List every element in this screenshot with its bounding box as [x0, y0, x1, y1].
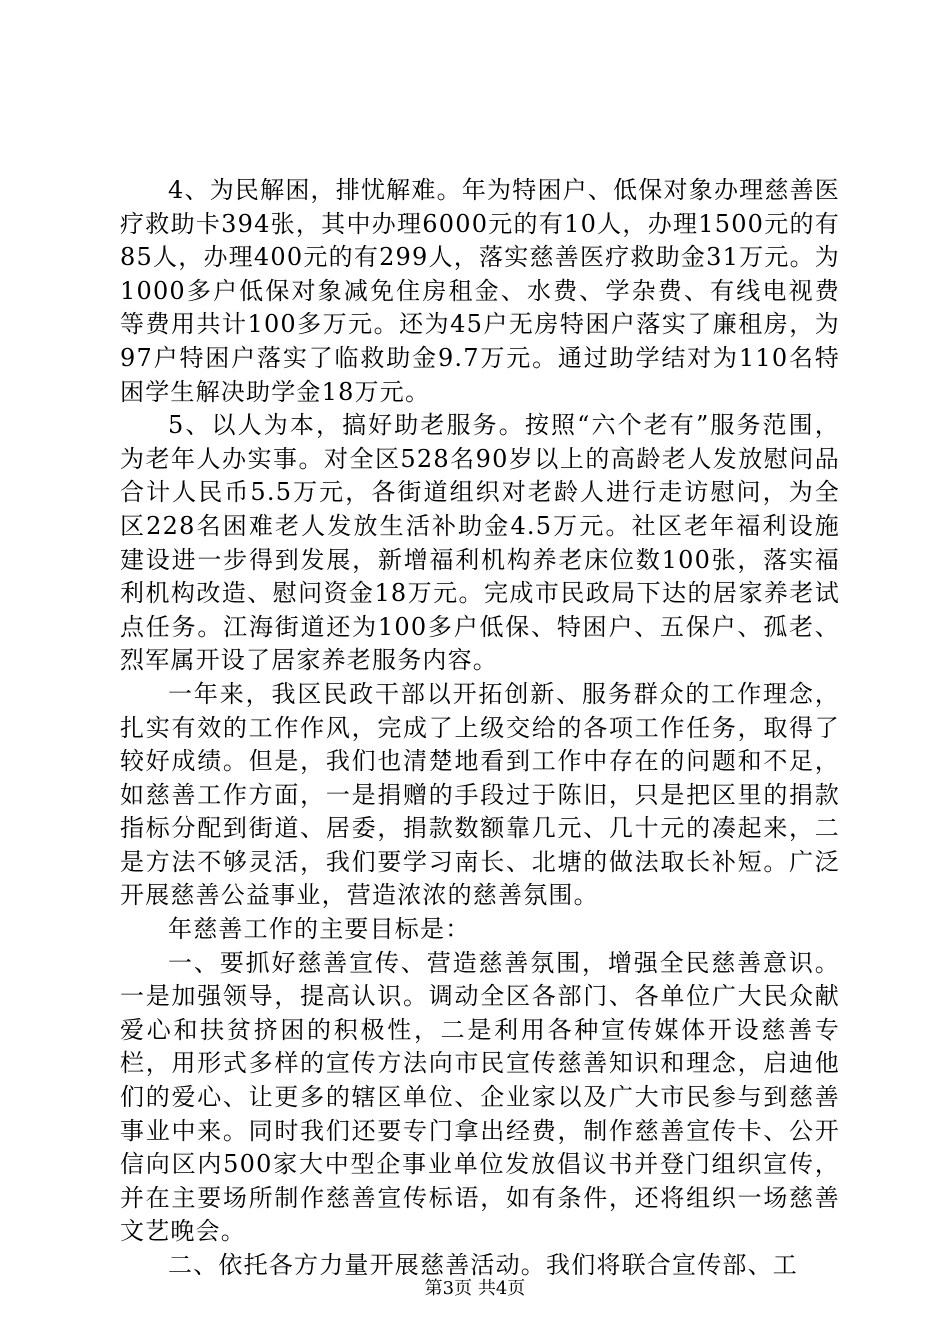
- paragraph-goal-two: 二、依托各方力量开展慈善活动。我们将联合宣传部、工: [168, 1251, 798, 1279]
- document-body: [120, 174, 840, 1283]
- paragraph-poverty-relief: 4、为民解困，排忧解难。年为特困户、低保对象办理慈善医疗救助卡394张，其中办理6000元的有10人，办理1500元的有85人，办理400元的有299人，落实慈善医疗救助金31万元。为1000多户低保对象减免住房租金、水费、学杂费、有线电视费等费用共计100多万元。还为45户无房特困户落实了廉租房，为97户特困户落实了临救助金9.7万元。通过助学结对为110名特困学生解决助学金18万元。: [120, 176, 840, 406]
- paragraph-year-review: 一年来，我区民政干部以开拓创新、服务群众的工作理念，扎实有效的工作作风，完成了上级交给的各项工作任务，取得了较好成绩。但是，我们也清楚地看到工作中存在的问题和不足，如慈善工作方面，一是捐赠的手段过于陈旧，只是把区里的捐款指标分配到街道、居委，捐款数额靠几元、几十元的凑起来，二是方法不够灵活，我们要学习南长、北塘的做法取长补短。广泛开展慈善公益事业，营造浓浓的慈善氛围。: [120, 679, 840, 910]
- paragraph-goals-heading: 年慈善工作的主要目标是：: [168, 915, 471, 944]
- paragraph-elderly-services: 5、以人为本，搞好助老服务。按照“六个老有”服务范围，为老年人办实事。对全区528名90岁以上的高龄老人发放慰问品合计人民币5.5万元，各街道组织对老龄人进行走访慰问，为全区228名困难老人发放生活补助金4.5万元。社区老年福利设施建设进一步得到发展，新增福利机构养老床位数100张，落实福利机构改造、慰问资金18万元。完成市民政局下达的居家养老试点任务。江海街道还为100多户低保、特困户、五保户、孤老、烈军属开设了居家养老服务内容。: [120, 411, 840, 675]
- paragraph-goal-one: 一、要抓好慈善宣传、营造慈善氛围，增强全民慈善意识。一是加强领导，提高认识。调动全区各部门、各单位广大民众献爱心和扶贫挤困的积极性，二是利用各种宣传媒体开设慈善专栏，用形式多样的宣传方法向市民宣传慈善知识和理念，启迪他们的爱心、让更多的辖区单位、企业家以及广大市民参与到慈善事业中来。同时我们还要专门拿出经费，制作慈善宣传卡、公开信向区内500家大中型企事业单位发放倡议书并登门组织宣传，并在主要场所制作慈善宣传标语，如有条件，还将组织一场慈善文艺晚会。: [120, 948, 840, 1246]
- page-number-footer: 第3页 共4页: [424, 1278, 526, 1299]
